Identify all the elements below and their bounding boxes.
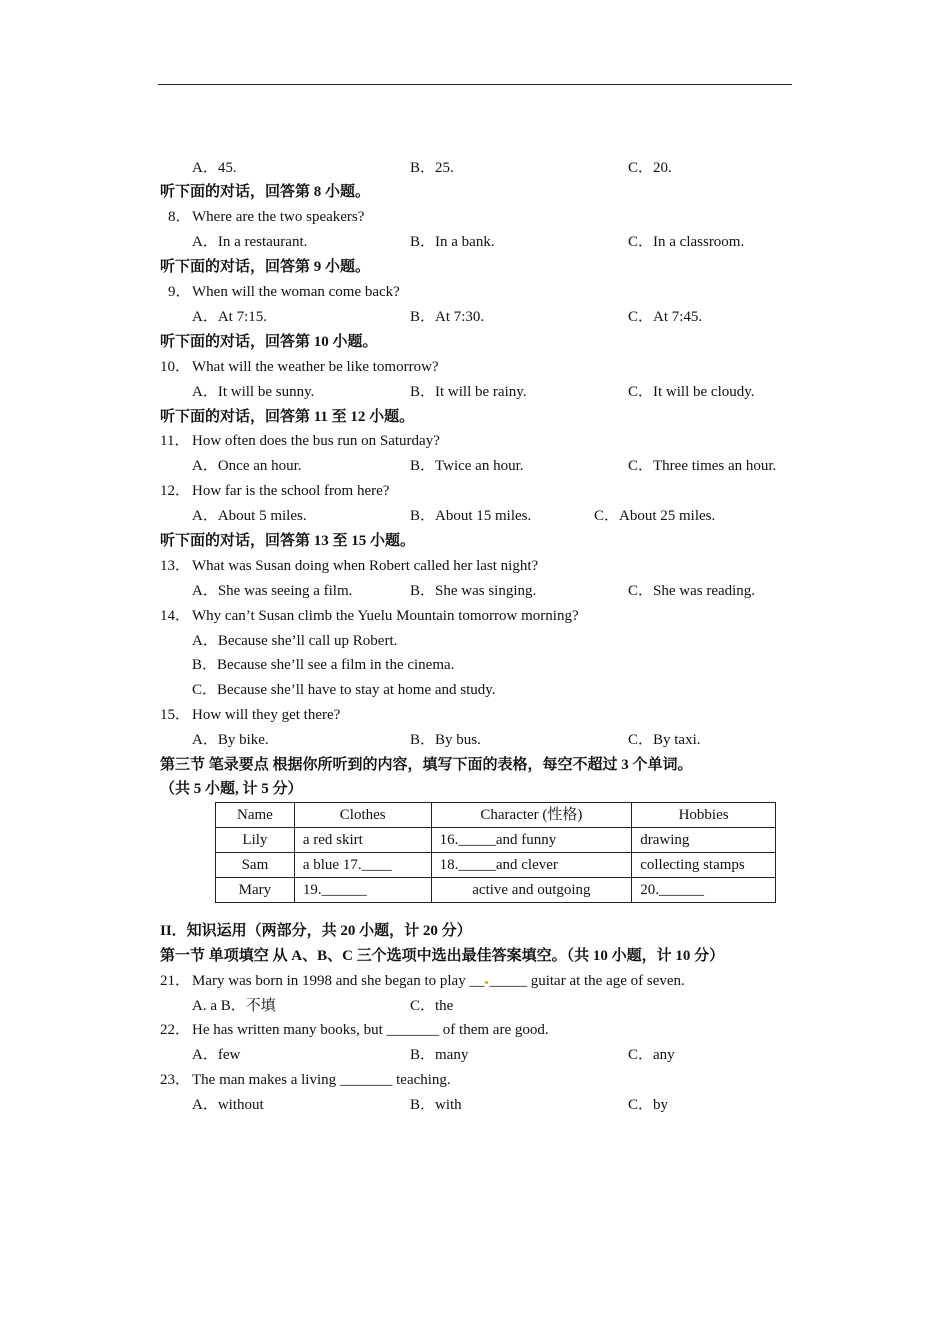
instruction-q13-15: 听下面的对话，回答第 13 至 15 小题。 bbox=[160, 533, 416, 549]
q23-option-c: C．by bbox=[628, 1097, 669, 1113]
q23-text: The man makes a living _______ teaching. bbox=[192, 1072, 451, 1088]
q21-option-c: C．the bbox=[410, 998, 454, 1014]
q15-option-b: B．By bus. bbox=[410, 732, 481, 748]
q21-text-before: Mary was born in 1998 and she began to play __ bbox=[192, 973, 485, 989]
table-cell-character: 18._____and clever bbox=[431, 853, 632, 878]
q22-option-c: C．any bbox=[628, 1047, 675, 1063]
q8-option-b: B．In a bank. bbox=[410, 234, 495, 250]
table-cell-name: Sam bbox=[216, 853, 295, 878]
q10-number: 10． bbox=[160, 359, 191, 375]
q11-option-a: A．Once an hour. bbox=[192, 458, 302, 474]
instruction-q11-12: 听下面的对话，回答第 11 至 12 小题。 bbox=[160, 409, 415, 425]
q15-option-c: C．By taxi. bbox=[628, 732, 701, 748]
part2-section1-title: 第一节 单项填空 从 A、B、C 三个选项中选出最佳答案填空。（共 10 小题，计 10 分） bbox=[160, 948, 725, 964]
q9-number: 9． bbox=[168, 284, 191, 300]
table-cell-hobbies: drawing bbox=[632, 828, 776, 853]
table-cell-name: Lily bbox=[216, 828, 295, 853]
q10-option-b: B．It will be rainy. bbox=[410, 384, 527, 400]
q11-number: 11． bbox=[160, 433, 190, 449]
header-rule bbox=[158, 84, 792, 85]
q22-option-b: B．many bbox=[410, 1047, 469, 1063]
q10-option-c: C．It will be cloudy. bbox=[628, 384, 755, 400]
q9-option-c: C．At 7:45. bbox=[628, 309, 703, 325]
table-row bbox=[216, 828, 776, 853]
part2-title: II．知识运用（两部分，共 20 小题，计 20 分） bbox=[160, 923, 472, 939]
table-row bbox=[216, 853, 776, 878]
instruction-q8: 听下面的对话，回答第 8 小题。 bbox=[160, 184, 371, 200]
q11-option-c: C．Three times an hour. bbox=[628, 458, 777, 474]
table-header: Clothes bbox=[294, 803, 431, 828]
q12-option-c: C．About 25 miles. bbox=[594, 508, 716, 524]
table-cell-character: active and outgoing bbox=[431, 878, 632, 903]
table-cell-clothes: a red skirt bbox=[294, 828, 431, 853]
q8-option-c: C．In a classroom. bbox=[628, 234, 745, 250]
table-cell-clothes: 19.______ bbox=[294, 878, 431, 903]
table-header-row bbox=[216, 803, 776, 828]
q23-option-b: B．with bbox=[410, 1097, 462, 1113]
q10-text: What will the weather be like tomorrow? bbox=[192, 359, 439, 375]
q10-option-a: A．It will be sunny. bbox=[192, 384, 315, 400]
q14-number: 14． bbox=[160, 608, 191, 624]
instruction-q10: 听下面的对话，回答第 10 小题。 bbox=[160, 334, 378, 350]
table-cell-hobbies: collecting stamps bbox=[632, 853, 776, 878]
q11-option-b: B．Twice an hour. bbox=[410, 458, 524, 474]
q15-number: 15． bbox=[160, 707, 191, 723]
q21-number: 21． bbox=[160, 973, 191, 989]
notes-table bbox=[215, 802, 776, 903]
q12-number: 12． bbox=[160, 483, 191, 499]
q23-option-a: A．without bbox=[192, 1097, 264, 1113]
q21-text-after: _____ guitar at the age of seven. bbox=[489, 973, 685, 989]
q7-option-b: B．25. bbox=[410, 160, 454, 176]
table-header: Hobbies bbox=[632, 803, 776, 828]
table-header: Name bbox=[216, 803, 295, 828]
table-cell-clothes: a blue 17.____ bbox=[294, 853, 431, 878]
q11-text: How often does the bus run on Saturday? bbox=[192, 433, 440, 449]
q22-option-a: A．few bbox=[192, 1047, 241, 1063]
q13-option-c: C．She was reading. bbox=[628, 583, 756, 599]
q15-text: How will they get there? bbox=[192, 707, 341, 723]
q14-text: Why can’t Susan climb the Yuelu Mountain tomorrow morning? bbox=[192, 608, 579, 624]
q9-option-a: A．At 7:15. bbox=[192, 309, 268, 325]
q8-text: Where are the two speakers? bbox=[192, 209, 365, 225]
q7-option-c: C．20. bbox=[628, 160, 672, 176]
section3-title: 第三节 笔录要点 根据你所听到的内容，填写下面的表格，每空不超过 3 个单词。 bbox=[160, 757, 693, 773]
q13-option-a: A．She was seeing a film. bbox=[192, 583, 353, 599]
q12-option-a: A．About 5 miles. bbox=[192, 508, 307, 524]
q12-text: How far is the school from here? bbox=[192, 483, 390, 499]
q21-option-ab: A. a B．不填 bbox=[192, 998, 276, 1014]
q14-option-a: A．Because she’ll call up Robert. bbox=[192, 633, 398, 649]
table-row bbox=[216, 878, 776, 903]
instruction-q9: 听下面的对话，回答第 9 小题。 bbox=[160, 259, 371, 275]
q23-number: 23． bbox=[160, 1072, 191, 1088]
q14-option-c: C．Because she’ll have to stay at home and study. bbox=[192, 682, 496, 698]
q22-number: 22． bbox=[160, 1022, 191, 1038]
q15-option-a: A．By bike. bbox=[192, 732, 269, 748]
table-header: Character (性格) bbox=[431, 803, 632, 828]
q21-text bbox=[192, 972, 685, 990]
table-cell-character: 16._____and funny bbox=[431, 828, 632, 853]
q13-option-b: B．She was singing. bbox=[410, 583, 537, 599]
q9-text: When will the woman come back? bbox=[192, 284, 400, 300]
section3-subtitle: （共 5 小题, 计 5 分） bbox=[160, 781, 303, 797]
q22-text: He has written many books, but _______ of them are good. bbox=[192, 1022, 549, 1038]
q9-option-b: B．At 7:30. bbox=[410, 309, 485, 325]
q7-option-a: A．45. bbox=[192, 160, 237, 176]
table-cell-hobbies: 20.______ bbox=[632, 878, 776, 903]
q8-option-a: A．In a restaurant. bbox=[192, 234, 308, 250]
q13-text: What was Susan doing when Robert called her last night? bbox=[192, 558, 539, 574]
highlight-dot bbox=[485, 981, 488, 984]
q14-option-b: B．Because she’ll see a film in the cinema. bbox=[192, 657, 455, 673]
table-cell-name: Mary bbox=[216, 878, 295, 903]
q12-option-b: B．About 15 miles. bbox=[410, 508, 532, 524]
q8-number: 8． bbox=[168, 209, 191, 225]
q13-number: 13． bbox=[160, 558, 191, 574]
